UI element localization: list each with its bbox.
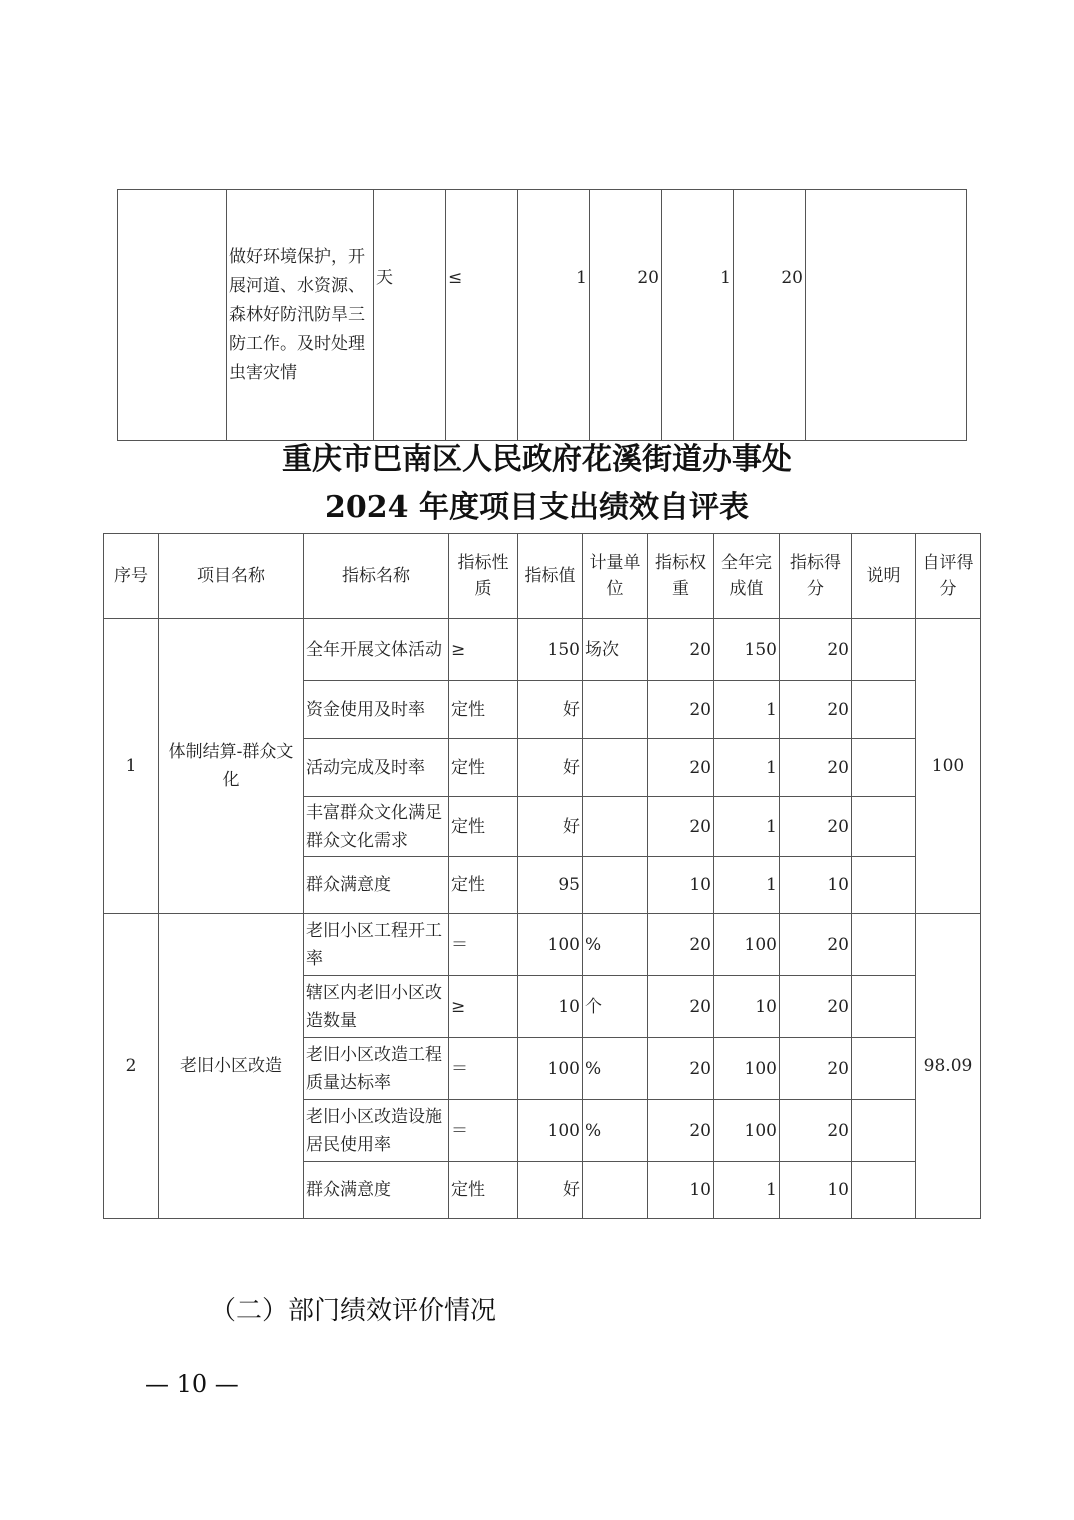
cell-score: 20 (780, 619, 852, 681)
cell-unit: 场次 (583, 619, 648, 681)
cell-indicator-name: 群众满意度 (304, 857, 449, 914)
cell-completed: 1 (714, 857, 780, 914)
header-seq: 序号 (104, 534, 159, 619)
cell-indicator-name: 群众满意度 (304, 1162, 449, 1219)
cell-score: 20 (780, 914, 852, 976)
cell-completed: 150 (714, 619, 780, 681)
cell-value: 好 (518, 739, 583, 797)
cell-self-score: 98.09 (916, 914, 981, 1219)
cell-self-score (806, 190, 967, 441)
cell-nature: 定性 (449, 1162, 518, 1219)
cell-unit (583, 681, 648, 739)
cell-nature: 天 (374, 190, 446, 441)
cell-nature: ≥ (449, 619, 518, 681)
cell-weight: 20 (648, 914, 714, 976)
cell-indicator-name: 辖区内老旧小区改造数量 (304, 976, 449, 1038)
table-header-row (104, 534, 981, 619)
cell-nature: ＝ (449, 1100, 518, 1162)
header-value: 指标值 (518, 534, 583, 619)
cell-note (852, 1038, 916, 1100)
cell-unit: % (583, 1100, 648, 1162)
cell-indicator-name: 全年开展文体活动 (304, 619, 449, 681)
cell-completed: 10 (714, 976, 780, 1038)
cell-score: 1 (662, 190, 734, 441)
cell-score: 20 (780, 1038, 852, 1100)
cell-nature: 定性 (449, 681, 518, 739)
cell-completed: 1 (714, 739, 780, 797)
cell-unit (583, 797, 648, 857)
cell-score: 20 (780, 739, 852, 797)
cell-indicator-name: 资金使用及时率 (304, 681, 449, 739)
cell-value: 100 (518, 914, 583, 976)
cell-score: 20 (780, 797, 852, 857)
cell-seq (118, 190, 227, 441)
cell-note (852, 1100, 916, 1162)
cell-indicator-name: 活动完成及时率 (304, 739, 449, 797)
cell-value: ≤ (446, 190, 518, 441)
cell-unit: 个 (583, 976, 648, 1038)
cell-indicator-name: 丰富群众文化满足群众文化需求 (304, 797, 449, 857)
cell-score: 20 (780, 1100, 852, 1162)
header-self-score: 自评得分 (916, 534, 981, 619)
cell-self-score: 100 (916, 619, 981, 914)
header-note: 说明 (852, 534, 916, 619)
cell-nature: ＝ (449, 914, 518, 976)
cell-value: 100 (518, 1038, 583, 1100)
cell-value: 好 (518, 681, 583, 739)
cell-completed: 1 (714, 681, 780, 739)
cell-note (852, 739, 916, 797)
cell-value: 150 (518, 619, 583, 681)
cell-note (852, 857, 916, 914)
cell-weight: 20 (648, 976, 714, 1038)
cell-value: 10 (518, 976, 583, 1038)
cell-weight: 10 (648, 1162, 714, 1219)
cell-nature: ≥ (449, 976, 518, 1038)
cell-note (852, 681, 916, 739)
section-heading: （二）部门绩效评价情况 (210, 1296, 497, 1326)
cell-unit (583, 1162, 648, 1219)
header-nature: 指标性质 (449, 534, 518, 619)
cell-completed: 1 (714, 797, 780, 857)
cell-score: 10 (780, 857, 852, 914)
cell-note: 20 (734, 190, 806, 441)
cell-note (852, 619, 916, 681)
header-completed: 全年完成值 (714, 534, 780, 619)
cell-indicator-name: 做好环境保护，开展河道、水资源、森林好防汛防旱三防工作。及时处理虫害灾情 (227, 190, 374, 441)
cell-nature: 定性 (449, 797, 518, 857)
cell-note (852, 976, 916, 1038)
table-row (118, 190, 967, 441)
continued-table (117, 189, 967, 441)
cell-weight: 20 (648, 739, 714, 797)
table-row (104, 914, 981, 976)
cell-value: 100 (518, 1100, 583, 1162)
cell-nature: 定性 (449, 739, 518, 797)
cell-weight: 20 (648, 619, 714, 681)
cell-completed: 20 (590, 190, 662, 441)
table-row (104, 619, 981, 681)
cell-indicator-name: 老旧小区改造工程质量达标率 (304, 1038, 449, 1100)
cell-weight: 20 (648, 1038, 714, 1100)
cell-completed: 100 (714, 914, 780, 976)
cell-seq: 1 (104, 619, 159, 914)
cell-project-name: 老旧小区改造 (159, 914, 304, 1219)
cell-seq: 2 (104, 914, 159, 1219)
cell-weight: 10 (648, 857, 714, 914)
cell-completed: 1 (714, 1162, 780, 1219)
header-project-name: 项目名称 (159, 534, 304, 619)
cell-project-name: 体制结算-群众文化 (159, 619, 304, 914)
cell-weight: 1 (518, 190, 590, 441)
cell-indicator-name: 老旧小区工程开工率 (304, 914, 449, 976)
header-weight: 指标权重 (648, 534, 714, 619)
cell-value: 95 (518, 857, 583, 914)
cell-nature: 定性 (449, 857, 518, 914)
cell-value: 好 (518, 1162, 583, 1219)
cell-note (852, 914, 916, 976)
cell-unit (583, 739, 648, 797)
cell-weight: 20 (648, 681, 714, 739)
cell-indicator-name: 老旧小区改造设施居民使用率 (304, 1100, 449, 1162)
cell-weight: 20 (648, 797, 714, 857)
header-unit: 计量单位 (583, 534, 648, 619)
cell-unit: % (583, 914, 648, 976)
cell-note (852, 1162, 916, 1219)
cell-unit: % (583, 1038, 648, 1100)
cell-score: 20 (780, 681, 852, 739)
header-score: 指标得分 (780, 534, 852, 619)
header-indicator-name: 指标名称 (304, 534, 449, 619)
cell-note (852, 797, 916, 857)
cell-score: 10 (780, 1162, 852, 1219)
page-number: — 10 — (145, 1370, 239, 1398)
cell-nature: ＝ (449, 1038, 518, 1100)
cell-completed: 100 (714, 1038, 780, 1100)
cell-score: 20 (780, 976, 852, 1038)
document-title: 重庆市巴南区人民政府花溪街道办事处 (282, 442, 792, 477)
performance-table (103, 533, 981, 1219)
cell-value: 好 (518, 797, 583, 857)
cell-completed: 100 (714, 1100, 780, 1162)
cell-weight: 20 (648, 1100, 714, 1162)
cell-unit (583, 857, 648, 914)
document-subtitle: 2024 年度项目支出绩效自评表 (325, 490, 749, 525)
